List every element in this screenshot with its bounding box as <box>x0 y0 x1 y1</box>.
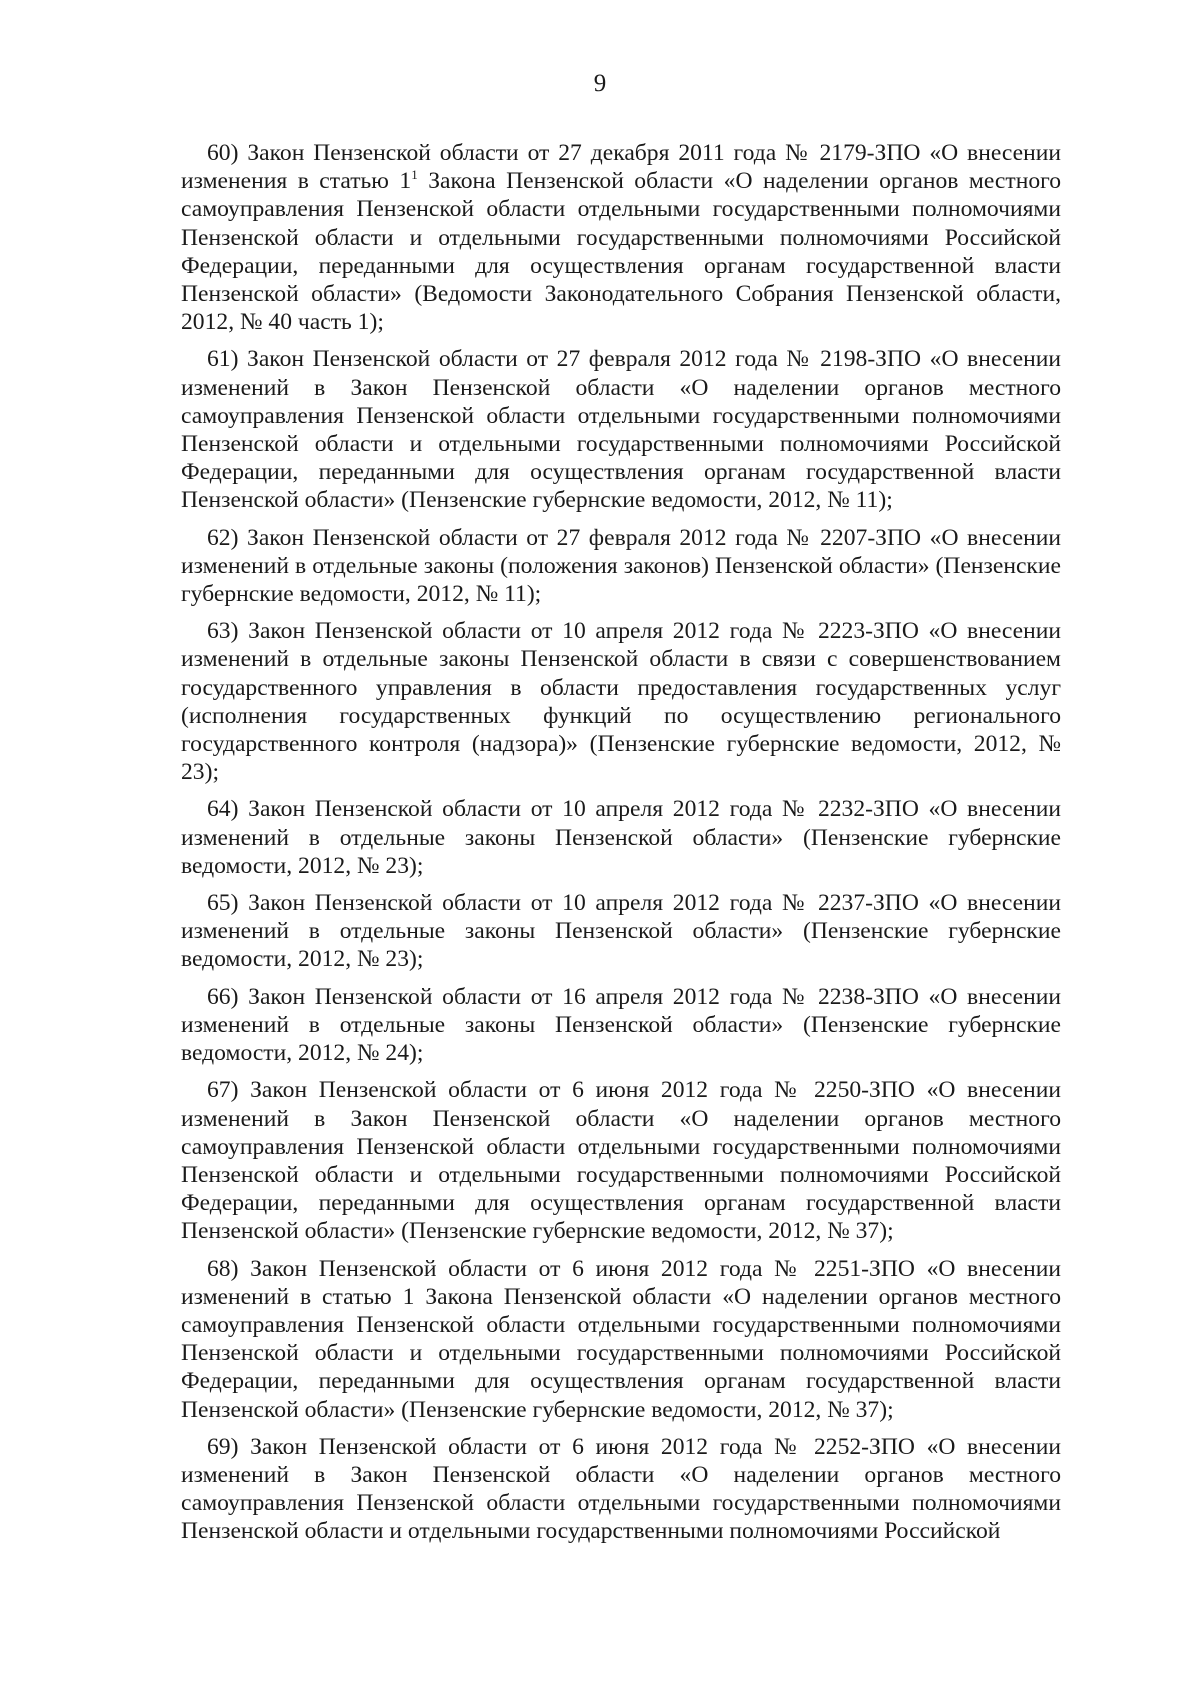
list-item-text: 66) Закон Пензенской области от 16 апреля 2012 года № 2238-ЗПО «О внесении изменений в отдельные законы Пензенской области» (Пензенские губернские ведомости, 2012, № 24); <box>181 983 1061 1067</box>
list-item-text-continued: Закона Пензенской области «О наделении органов местного самоуправления Пензенской области отдельными государственными полномочиями Пензенской области и отдельными государственными полномочиями Российской Федерации, переданными для осуществления органам государственной власти Пензенской области» (Ведомости Законодательного Собрания Пензенской области, 2012, № 40 часть 1); <box>181 168 1062 336</box>
list-item-text: 68) Закон Пензенской области от 6 июня 2012 года № 2251-ЗПО «О внесении изменений в статью 1 Закона Пензенской области «О наделении органов местного самоуправления Пензенской области отдельными государственными полномочиями Пензенской области и отдельными государственными полномочиями Российской Федерации, переданными для осуществления органам государственной власти Пензенской области» (Пензенские губернские ведомости, 2012, № 37); <box>181 1255 1061 1423</box>
list-item-text: 61) Закон Пензенской области от 27 февраля 2012 года № 2198-ЗПО «О внесении изменений в Закон Пензенской области «О наделении органов местного самоуправления Пензенской области отдельными государственными полномочиями Пензенской области и отдельными государственными полномочиями Российской Федерации, переданными для осуществления органам государственной власти Пензенской области» (Пензенские губернские ведомости, 2012, № 11); <box>181 346 1061 514</box>
list-item-text: 62) Закон Пензенской области от 27 февраля 2012 года № 2207-ЗПО «О внесении изменений в отдельные законы (положения законов) Пензенской области» (Пензенские губернские ведомости, 2012, № 11); <box>181 524 1061 608</box>
list-item-text: 64) Закон Пензенской области от 10 апреля 2012 года № 2232-ЗПО «О внесении изменений в отдельные законы Пензенской области» (Пензенские губернские ведомости, 2012, № 23); <box>181 796 1061 879</box>
superscript: 1 <box>411 167 418 183</box>
list-item-text: 65) Закон Пензенской области от 10 апреля 2012 года № 2237-ЗПО «О внесении изменений в отдельные законы Пензенской области» (Пензенские губернские ведомости, 2012, № 23); <box>181 890 1061 973</box>
list-item <box>181 345 1061 514</box>
list-item <box>181 1433 1061 1546</box>
list-item <box>181 983 1061 1068</box>
list-item <box>181 1255 1061 1424</box>
page-number: 9 <box>593 70 607 97</box>
list-item <box>181 617 1061 786</box>
list-item-text: 69) Закон Пензенской области от 6 июня 2012 года № 2252-ЗПО «О внесении изменений в Закон Пензенской области «О наделении органов местного самоуправления Пензенской области отдельными государственными полномочиями Пензенской области и отдельными государственными полномочиями Российской <box>181 1433 1061 1545</box>
list-item <box>181 889 1061 974</box>
document-body <box>181 139 1061 1555</box>
list-item <box>181 139 1061 336</box>
list-item <box>181 524 1061 609</box>
list-item-text: 63) Закон Пензенской области от 10 апреля 2012 года № 2223-ЗПО «О внесении изменений в отдельные законы Пензенской области в связи с совершенствованием государственного управления в области предоставления государственных услуг (исполнения государственных функций по осуществлению регионального государственного контроля (надзора)» (Пензенские губернские ведомости, 2012, № 23); <box>181 618 1061 786</box>
list-item <box>181 795 1061 880</box>
list-item-text: 67) Закон Пензенской области от 6 июня 2012 года № 2250-ЗПО «О внесении изменений в Закон Пензенской области «О наделении органов местного самоуправления Пензенской области отдельными государственными полномочиями Пензенской области и отдельными государственными полномочиями Российской Федерации, переданными для осуществления органам государственной власти Пензенской области» (Пензенские губернские ведомости, 2012, № 37); <box>181 1077 1061 1245</box>
list-item-text: 60) Закон Пензенской области от 27 декабря 2011 года № 2179-ЗПО «О внесении изменения в статью 1 <box>181 140 1061 195</box>
list-item <box>181 1076 1061 1245</box>
